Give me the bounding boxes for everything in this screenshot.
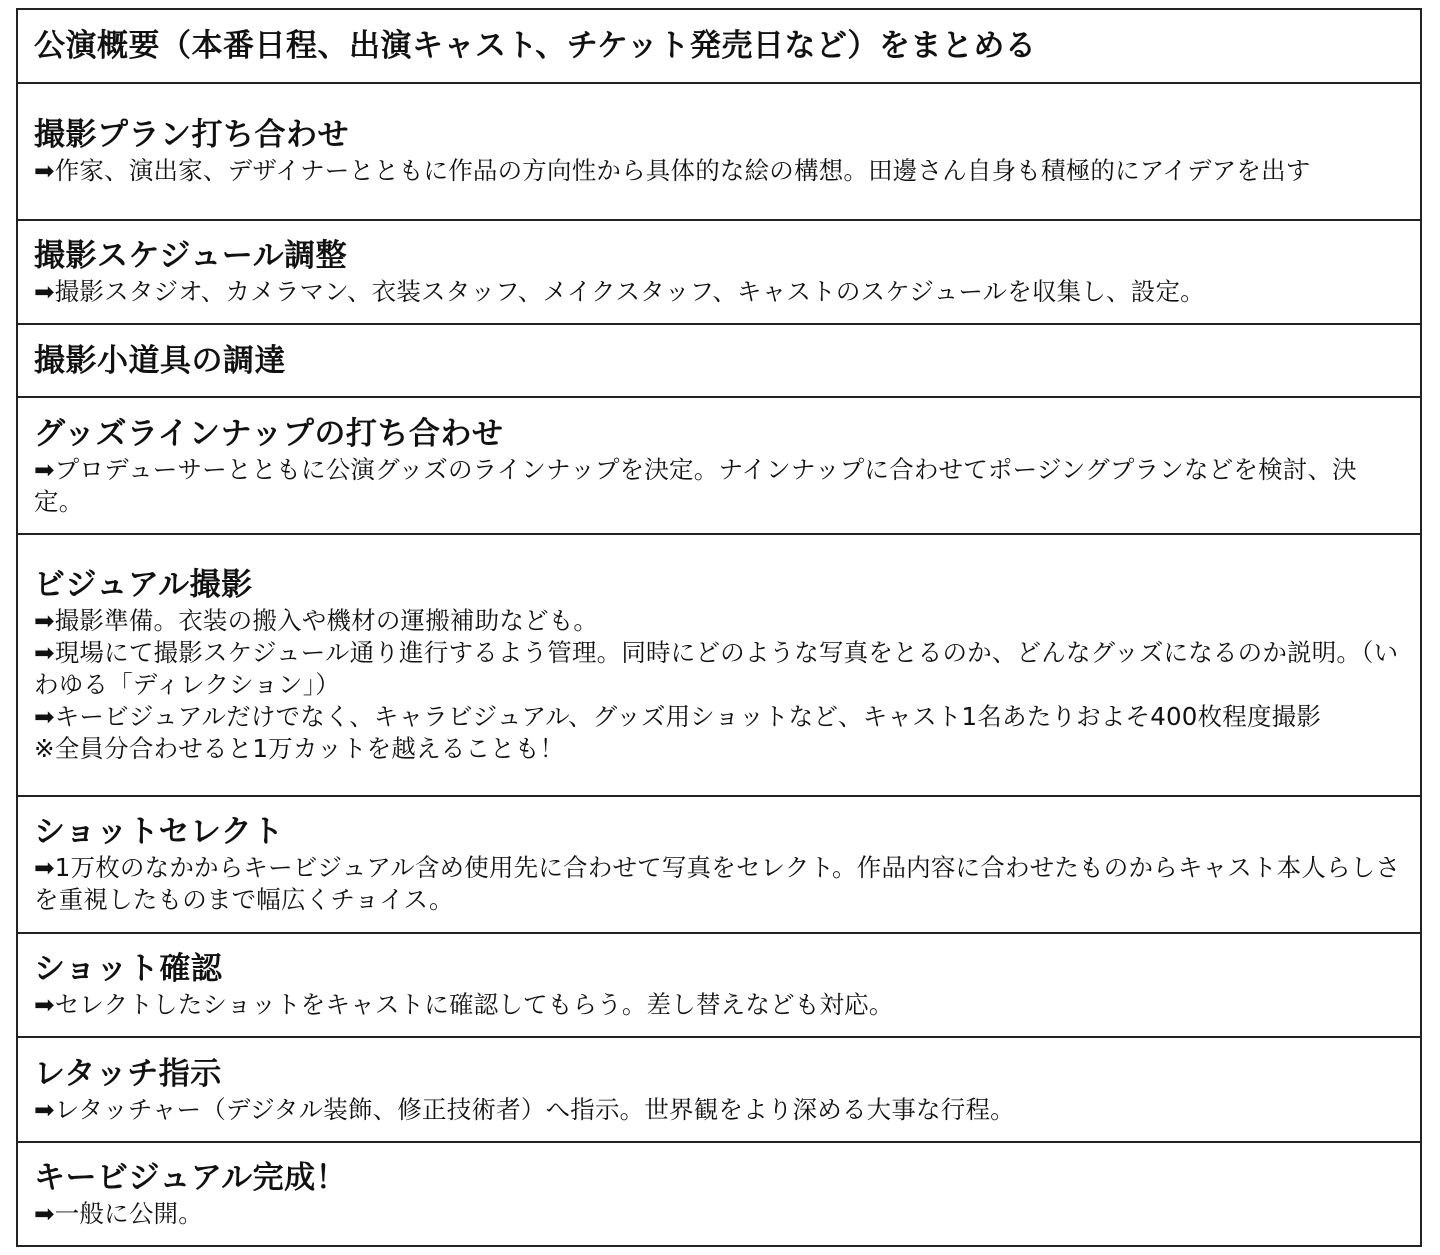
workflow-step (18, 325, 1420, 398)
step-title: 撮影スケジュール調整 (34, 238, 348, 275)
workflow-step (18, 1038, 1420, 1143)
step-description: ➡一般に公開。 (34, 1199, 203, 1229)
workflow-table (16, 8, 1422, 1247)
step-description: ➡現場にて撮影スケジュール通り進行するよう管理。同時にどのような写真をとるのか、どんなグッズになるのか説明。（いわゆる「ディレクション」） (34, 637, 1399, 699)
step-title: キービジュアル完成！ (34, 1160, 348, 1197)
step-title: ショット確認 (34, 950, 223, 987)
step-description: ➡セレクトしたショットをキャストに確認してもらう。差し替えなども対応。 (34, 989, 894, 1019)
step-description: ➡作家、演出家、デザイナーとともに作品の方向性から具体的な絵の構想。田邊さん自身も積極的にアイデアを出す (34, 156, 1311, 186)
step-title: 撮影プラン打ち合わせ (34, 117, 349, 154)
step-description: ➡1万枚のなかからキービジュアル含め使用先に合わせて写真をセレクト。作品内容に合わせたものからキャスト本人らしさを重視したものまで幅広くチョイス。 (34, 853, 1401, 915)
step-title: レタッチ指示 (34, 1055, 222, 1092)
workflow-step (18, 535, 1420, 797)
step-description: ➡キービジュアルだけでなく、キャラビジュアル、グッズ用ショットなど、キャスト1名あたりおよそ400枚程度撮影 (34, 701, 1322, 731)
step-note: ※全員分合わせると1万カットを越えることも！ (34, 733, 565, 763)
step-description: ➡プロデューサーとともに公演グッズのラインナップを決定。ナインナップに合わせてポージングプランなどを検討、決定。 (34, 454, 1357, 516)
step-title: ビジュアル撮影 (34, 566, 253, 603)
workflow-step (18, 934, 1420, 1039)
step-description: ➡撮影準備。衣装の搬入や機材の運搬補助なども。 (34, 605, 599, 635)
step-title: 撮影小道具の調達 (34, 342, 286, 379)
workflow-step (18, 797, 1420, 934)
workflow-step (18, 10, 1420, 84)
step-title: ショットセレクト (34, 814, 284, 851)
workflow-step (18, 84, 1420, 221)
workflow-step (18, 398, 1420, 535)
step-title: 公演概要（本番日程、出演キャスト、チケット発売日など）をまとめる (34, 27, 1037, 64)
step-description: ➡撮影スタジオ、カメラマン、衣装スタッフ、メイクスタッフ、キャストのスケジュールを収集し、設定。 (34, 277, 1205, 307)
step-title: グッズラインナップの打ち合わせ (34, 415, 504, 452)
step-description: ➡レタッチャー（デジタル装飾、修正技術者）へ指示。世界観をより深める大事な行程。 (34, 1094, 1015, 1124)
workflow-step (18, 1143, 1420, 1247)
workflow-step (18, 221, 1420, 326)
